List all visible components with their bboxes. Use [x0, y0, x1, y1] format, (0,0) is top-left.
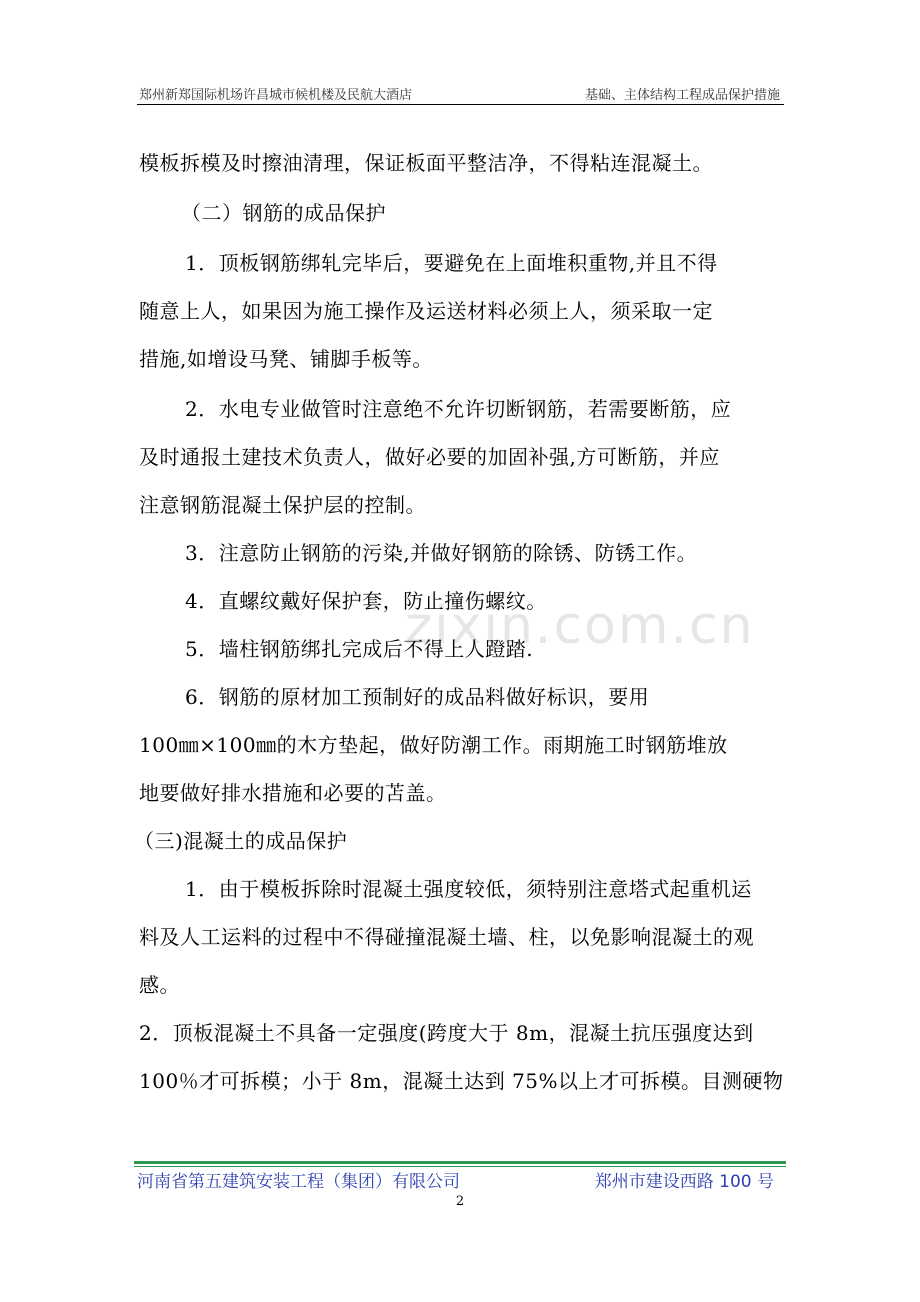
section-heading-rebar: （二）钢筋的成品保护: [181, 201, 386, 225]
body-line-7: 及时通报土建技术负责人，做好必要的加固补强,方可断筋，并应: [139, 445, 720, 469]
body-line-11: 5．墙柱钢筋绑扎完成后不得上人蹬踏.: [185, 637, 534, 661]
section-heading-concrete: （三)混凝土的成品保护: [134, 829, 348, 853]
footer-address: 郑州市建设西路 100 号: [594, 1172, 774, 1192]
header-divider: [137, 104, 784, 105]
body-line-5: 措施,如增设马凳、铺脚手板等。: [139, 347, 433, 371]
header-project-name: 郑州新郑国际机场许昌城市候机楼及民航大酒店: [139, 88, 413, 103]
body-line-20: 100％才可拆模；小于 8m，混凝土达到 75%以上才可拆模。目测硬物: [139, 1069, 784, 1093]
body-line-6: 2．水电专业做管时注意绝不允许切断钢筋，若需要断筋，应: [185, 397, 732, 421]
body-line-14: 地要做好排水措施和必要的苫盖。: [139, 781, 447, 805]
footer-company-name: 河南省第五建筑安装工程（集团）有限公司: [137, 1172, 460, 1192]
body-line-19: 2．顶板混凝土不具备一定强度(跨度大于 8m，混凝土抗压强度达到: [139, 1021, 754, 1045]
page-header: [137, 84, 784, 104]
body-line-9: 3．注意防止钢筋的污染,并做好钢筋的除锈、防锈工作。: [185, 541, 698, 565]
body-line-3: 1．顶板钢筋绑轧完毕后，要避免在上面堆积重物,并且不得: [185, 251, 718, 275]
footer-divider-thick: [134, 1161, 786, 1164]
body-line-4: 随意上人，如果因为施工操作及运送材料必须上人，须采取一定: [139, 299, 713, 323]
body-line-16: 1．由于模板拆除时混凝土强度较低，须特别注意塔式起重机运: [185, 877, 752, 901]
body-line-1: 模板拆模及时擦油清理，保证板面平整洁净，不得粘连混凝土。: [139, 151, 713, 175]
body-line-17: 料及人工运料的过程中不得碰撞混凝土墙、柱，以免影响混凝土的观: [139, 925, 754, 949]
body-line-12: 6．钢筋的原材加工预制好的成品料做好标识，要用: [185, 685, 650, 709]
body-line-10: 4．直螺纹戴好保护套，防止撞伤螺纹。: [185, 589, 547, 613]
page-number: 2: [455, 1194, 465, 1209]
body-line-18: 感。: [139, 973, 180, 997]
header-section-title: 基础、主体结构工程成品保护措施: [584, 88, 780, 103]
watermark: zixin.com.cn: [405, 596, 755, 656]
body-line-8: 注意钢筋混凝土保护层的控制。: [139, 493, 426, 517]
body-line-13: 100㎜×100㎜的木方垫起，做好防潮工作。雨期施工时钢筋堆放: [139, 733, 728, 757]
